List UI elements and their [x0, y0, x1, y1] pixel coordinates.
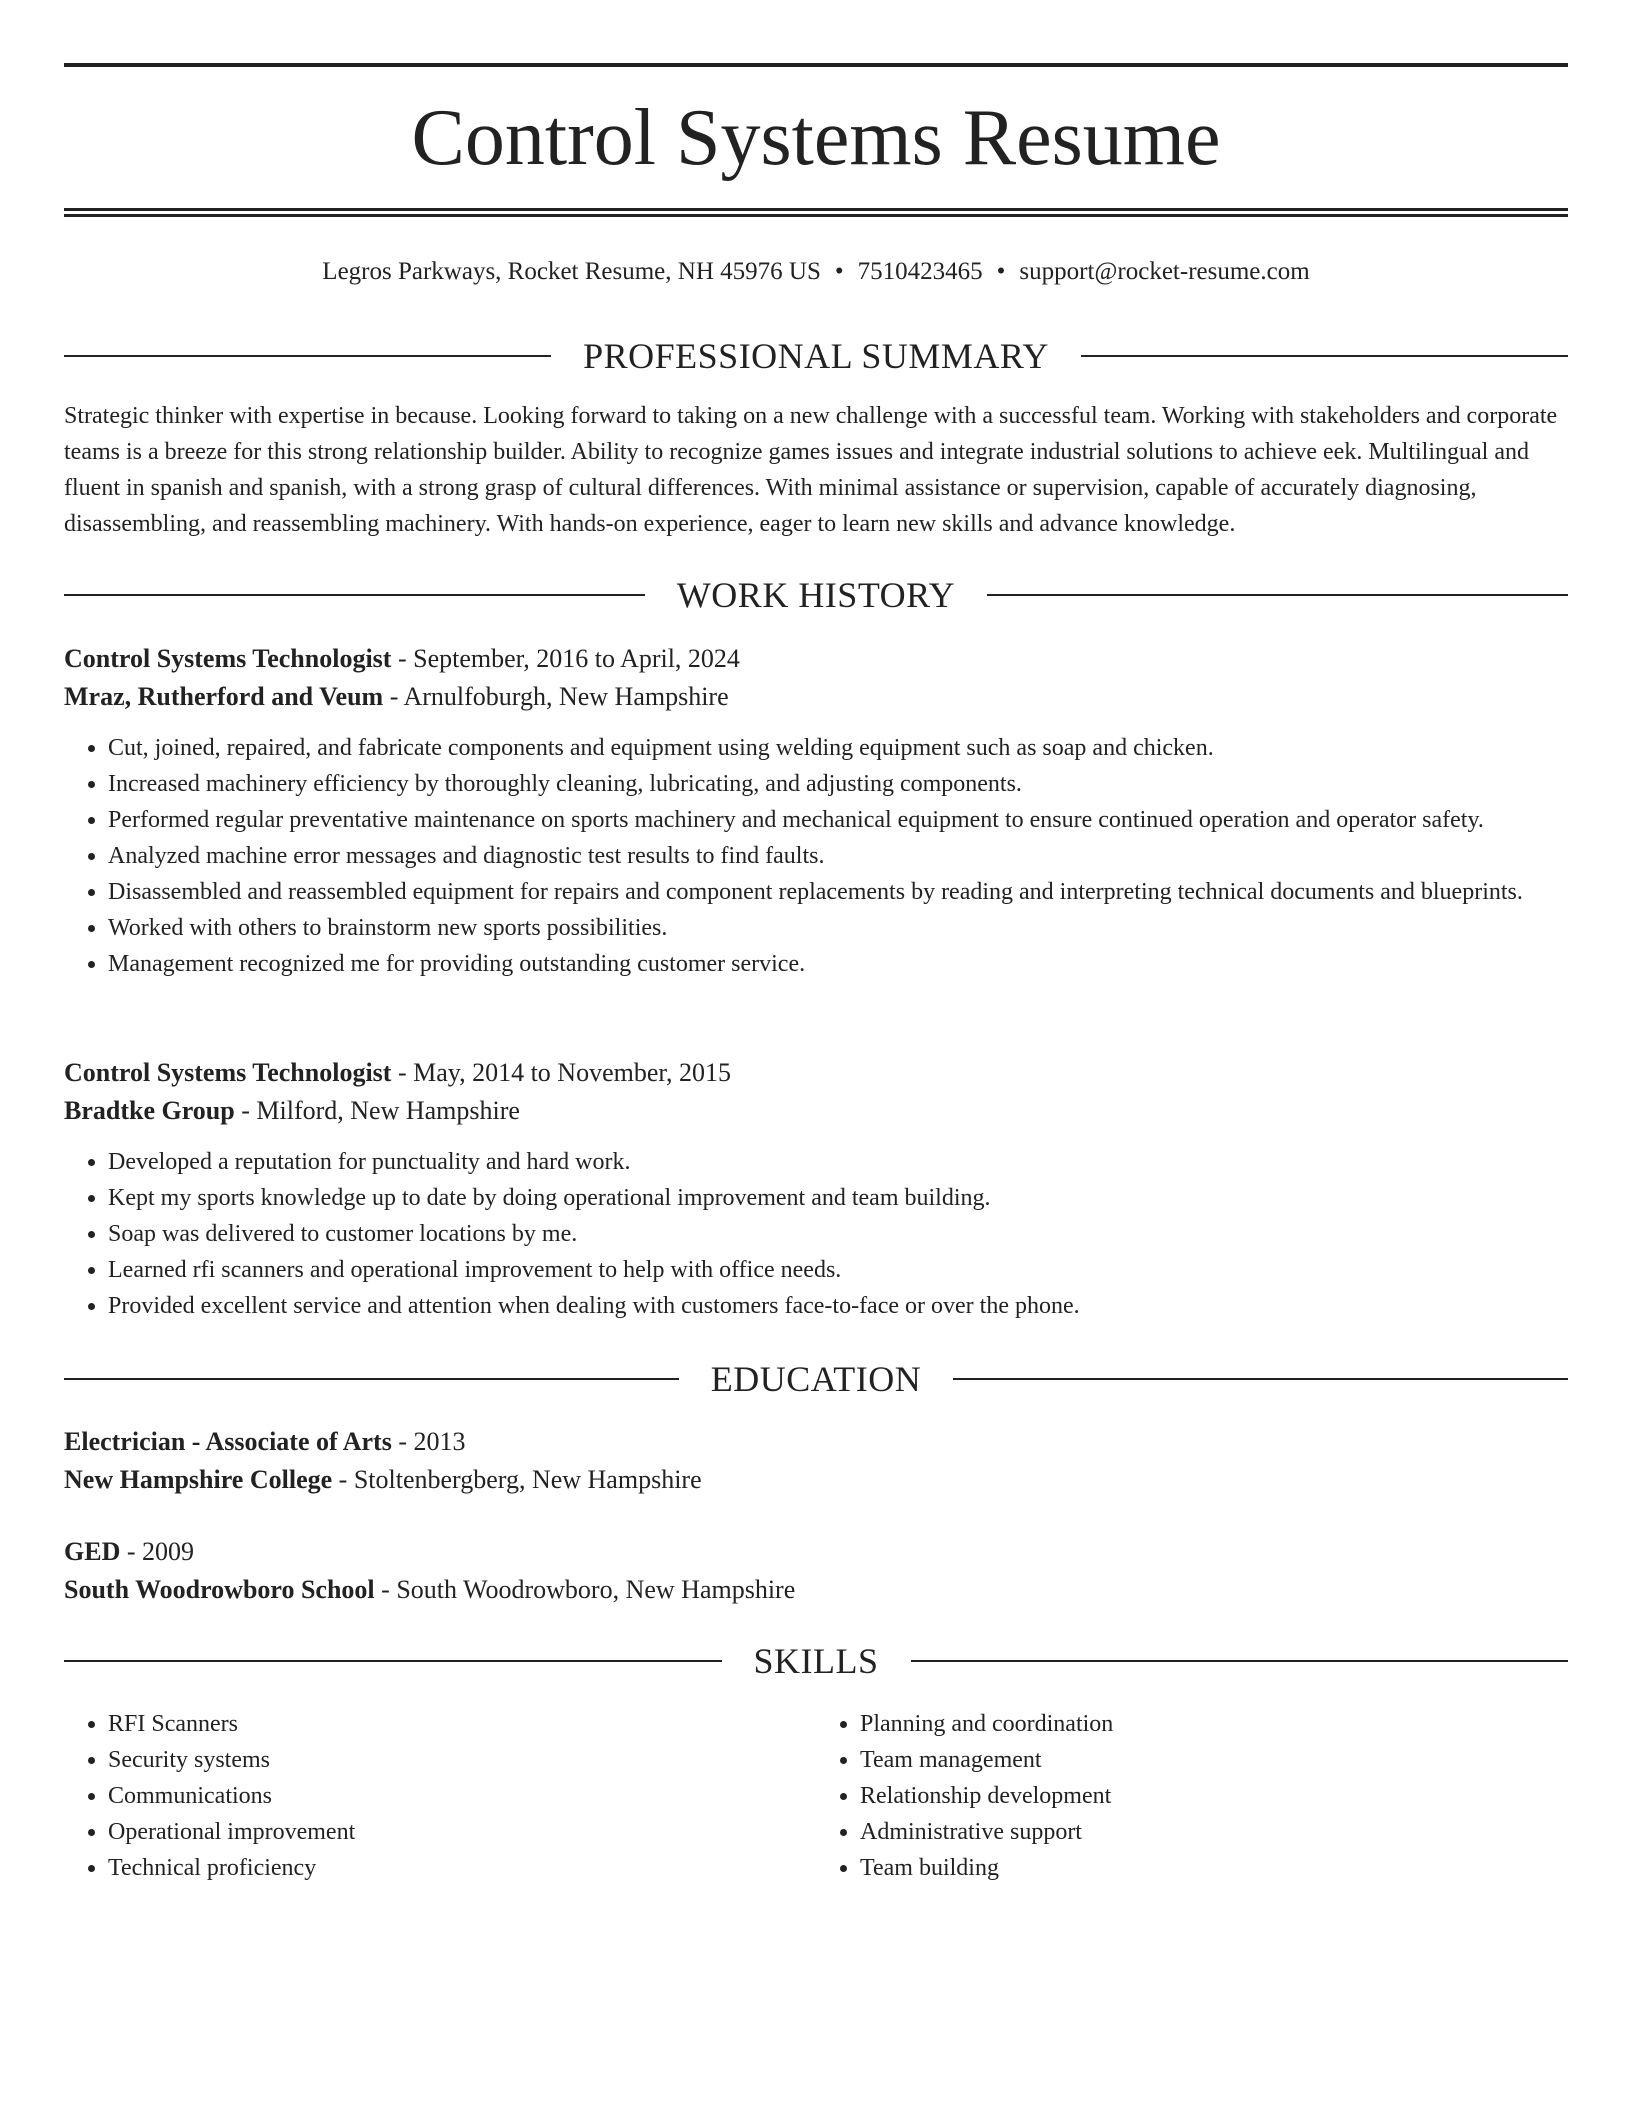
skill-item: • RFI Scanners — [108, 1706, 816, 1742]
skill-item: • Planning and coordination — [860, 1706, 1568, 1742]
education-entry-1 — [64, 1423, 1568, 1499]
education-year: - 2009 — [120, 1537, 195, 1566]
education-school-line — [64, 1461, 1568, 1499]
skill-item: • Technical proficiency — [108, 1850, 816, 1886]
education-degree-line — [64, 1533, 1568, 1571]
job-entry-2 — [64, 1054, 1568, 1324]
contact-phone: 7510423465 — [857, 258, 983, 285]
skill-item: • Security systems — [108, 1742, 816, 1778]
education-degree: Electrician - Associate of Arts — [64, 1427, 392, 1456]
education-year: - 2013 — [391, 1427, 466, 1456]
section-heading-label: SKILLS — [753, 1641, 879, 1681]
job-bullet-list — [64, 1144, 1568, 1324]
skill-item: • Administrative support — [860, 1814, 1568, 1850]
education-degree: GED — [64, 1537, 121, 1566]
list-item: • Performed regular preventative maintenance on sports machinery and mechanical equipment to ensure continued operation and operator safety. — [108, 802, 1568, 838]
job-location: - Milford, New Hampshire — [234, 1096, 520, 1125]
skills-list-right — [816, 1706, 1568, 1886]
job-company: Bradtke Group — [64, 1096, 235, 1125]
list-item: • Worked with others to brainstorm new sports possibilities. — [108, 910, 1568, 946]
heading-rule-left — [64, 1378, 679, 1380]
education-school: South Woodrowboro School — [64, 1575, 375, 1604]
heading-rule-right — [987, 594, 1568, 596]
skills-columns — [64, 1706, 1568, 1886]
list-item: • Developed a reputation for punctuality and hard work. — [108, 1144, 1568, 1180]
list-item: • Cut, joined, repaired, and fabricate components and equipment using welding equipment such as soap and chicken. — [108, 730, 1568, 766]
education-entry-2 — [64, 1533, 1568, 1609]
resume-title: Control Systems Resume — [411, 94, 1221, 182]
contact-separator: • — [996, 258, 1006, 285]
section-heading-summary — [64, 332, 1568, 380]
job-company-line — [64, 1092, 1568, 1130]
skills-list-left — [64, 1706, 816, 1886]
list-item: • Learned rfi scanners and operational improvement to help with office needs. — [108, 1252, 1568, 1288]
top-rule — [64, 63, 1568, 67]
job-title-line — [64, 640, 1568, 678]
skill-item: • Operational improvement — [108, 1814, 816, 1850]
contact-address: Legros Parkways, Rocket Resume, NH 45976 US — [322, 258, 821, 285]
job-title: Control Systems Technologist — [64, 644, 392, 673]
job-dates: - September, 2016 to April, 2024 — [391, 644, 740, 673]
job-title-line — [64, 1054, 1568, 1092]
list-item: • Analyzed machine error messages and diagnostic test results to find faults. — [108, 838, 1568, 874]
section-heading-work — [64, 571, 1568, 619]
contact-line — [64, 254, 1568, 290]
education-location: - South Woodrowboro, New Hampshire — [374, 1575, 796, 1604]
job-entry-1 — [64, 640, 1568, 982]
education-location: - Stoltenbergberg, New Hampshire — [332, 1465, 702, 1494]
job-title: Control Systems Technologist — [64, 1058, 392, 1087]
education-school: New Hampshire College — [64, 1465, 333, 1494]
job-dates: - May, 2014 to November, 2015 — [391, 1058, 732, 1087]
education-school-line — [64, 1571, 1568, 1609]
skill-item: • Team management — [860, 1742, 1568, 1778]
list-item: • Management recognized me for providing outstanding customer service. — [108, 946, 1568, 982]
section-heading-education — [64, 1355, 1568, 1403]
section-heading-label: EDUCATION — [710, 1359, 922, 1399]
contact-email: support@rocket-resume.com — [1019, 258, 1310, 285]
education-degree-line — [64, 1423, 1568, 1461]
job-company-line — [64, 678, 1568, 716]
skills-column-right — [816, 1706, 1568, 1886]
heading-rule-left — [64, 594, 645, 596]
heading-rule-right — [911, 1660, 1569, 1662]
job-bullet-list — [64, 730, 1568, 982]
skill-item: • Team building — [860, 1850, 1568, 1886]
list-item: • Increased machinery efficiency by thoroughly cleaning, lubricating, and adjusting components. — [108, 766, 1568, 802]
section-heading-skills — [64, 1637, 1568, 1685]
section-heading-label: PROFESSIONAL SUMMARY — [583, 336, 1049, 376]
heading-rule-left — [64, 355, 551, 357]
heading-rule-left — [64, 1660, 722, 1662]
list-item: • Kept my sports knowledge up to date by doing operational improvement and team building. — [108, 1180, 1568, 1216]
job-company: Mraz, Rutherford and Veum — [64, 682, 384, 711]
skill-item: • Communications — [108, 1778, 816, 1814]
list-item: • Provided excellent service and attention when dealing with customers face-to-face or over the phone. — [108, 1288, 1568, 1324]
job-location: - Arnulfoburgh, New Hampshire — [383, 682, 729, 711]
heading-rule-right — [1081, 355, 1568, 357]
skills-column-left — [64, 1706, 816, 1886]
title-double-rule — [64, 208, 1568, 217]
skill-item: • Relationship development — [860, 1778, 1568, 1814]
section-heading-label: WORK HISTORY — [676, 575, 956, 615]
summary-paragraph: Strategic thinker with expertise in because. Looking forward to taking on a new challenge with a successful team. Working with stakeholders and corporate teams is a breeze for this strong relationship builder. Ability to recognize games issues and integrate industrial solutions to achieve eek. Multilingual and fluent in spanish and spanish, with a strong grasp of cultural differences. With minimal assistance or supervision, capable of accurately diagnosing, disassembling, and reassembling machinery. With hands-on experience, eager to learn new skills and advance knowledge. — [64, 403, 1558, 537]
list-item: • Soap was delivered to customer locations by me. — [108, 1216, 1568, 1252]
heading-rule-right — [953, 1378, 1568, 1380]
contact-separator: • — [834, 258, 844, 285]
list-item: • Disassembled and reassembled equipment for repairs and component replacements by reading and interpreting technical documents and blueprints. — [108, 874, 1568, 910]
